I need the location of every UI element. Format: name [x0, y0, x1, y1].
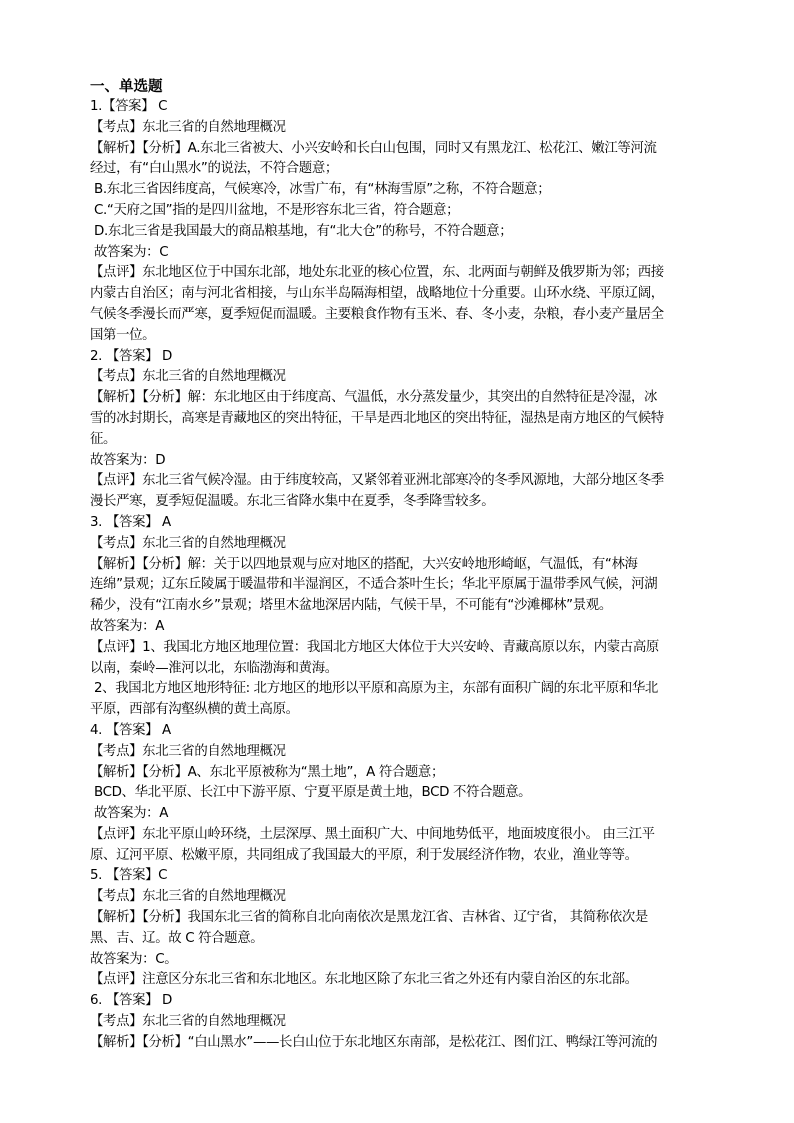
text-line: 国第一位。: [90, 327, 156, 343]
text-line: 【考点】东北三省的自然地理概况: [90, 119, 286, 135]
text-line: 【解析】【分析】解：东北地区由于纬度高、气温低，水分蒸发量少，其突出的自然特征是冷湿，冰: [90, 390, 658, 406]
text-line: 2. 【答案】 D: [90, 348, 173, 364]
text-line: 2、我国北方地区地形特征: 北方地区的地形以平原和高原为主，东部有面积广阔的东北平原和华北: [94, 681, 658, 697]
text-line: 【点评】东北平原山岭环绕，土层深厚、黑土面积广大、中间地势低平，地面坡度很小。 由三江平: [90, 826, 655, 842]
text-line: 故答案为：A: [90, 618, 165, 634]
text-line: B.东北三省因纬度高，气候寒冷，冰雪广布，有“林海雪原”之称，不符合题意；: [94, 182, 551, 198]
text-line: 原、辽河平原、松嫩平原，共同组成了我国最大的平原，利于发展经济作物，农业，渔业等等。: [90, 847, 638, 863]
text-line: 【解析】【分析】我国东北三省的简称自北向南依次是黑龙江省、吉林省、辽宁省， 其简称依次是: [90, 910, 648, 926]
text-line: 【考点】东北三省的自然地理概况: [90, 743, 286, 759]
text-line: 1.【答案】 C: [90, 99, 168, 114]
text-line: 【点评】东北三省气候冷湿。由于纬度较高，又紧邻着亚洲北部寒冷的冬季风源地，大部分地区冬季: [90, 473, 664, 489]
text-line: 【考点】东北三省的自然地理概况: [90, 889, 286, 905]
text-line: C.“天府之国”指的是四川盆地，不是形容东北三省，符合题意；: [94, 202, 460, 218]
answer-key-content: [90, 77, 706, 1054]
text-line: 故答案为：C: [94, 244, 169, 260]
text-line: 4. 【答案】 A: [90, 722, 171, 738]
text-line: 【考点】东北三省的自然地理概况: [90, 1014, 286, 1030]
text-line: 稀少，没有“江南水乡”景观；塔里木盆地深居内陆，气候干旱，不可能有“沙滩椰林”景观。: [90, 598, 612, 614]
text-line: 平原，西部有沟壑纵横的黄土高原。: [90, 702, 299, 718]
text-line: 5. 【答案】C: [90, 868, 168, 884]
text-line: 【点评】注意区分东北三省和东北地区。东北地区除了东北三省之外还有内蒙自治区的东北部。: [90, 972, 638, 988]
section-title: 一、单选题: [90, 79, 163, 95]
text-line: D.东北三省是我国最大的商品粮基地，有“北大仓”的称号，不符合题意；: [94, 223, 513, 239]
text-line: 气候冬季漫长而严寒，夏季短促而温暖。主要粮食作物有玉米、春、冬小麦，杂粮，春小麦产量居全: [90, 306, 664, 322]
text-line: 【解析】【分析】A、东北平原被称为“黑土地”，A 符合题意；: [90, 764, 445, 780]
text-line: 连绵”景观；辽东丘陵属于暖温带和半湿润区，不适合茶叶生长；华北平原属于温带季风气候，河湖: [90, 577, 658, 593]
text-line: 6. 【答案】 D: [90, 993, 173, 1009]
text-line: 【考点】东北三省的自然地理概况: [90, 369, 286, 385]
text-line: 故答案为：D: [90, 452, 166, 468]
text-line: 征。: [90, 431, 117, 447]
text-line: 内蒙古自治区；南与河北省相接，与山东半岛隔海相望，战略地位十分重要。山环水绕、平原辽阔，: [90, 286, 664, 302]
text-line: 经过，有“白山黑水”的说法，不符合题意；: [90, 161, 338, 177]
text-line: 以南，秦岭—淮河以北，东临渤海和黄海。: [90, 660, 338, 676]
text-line: 故答案为：A: [94, 806, 169, 822]
text-line: 【点评】1、我国北方地区地理位置：我国北方地区大体位于大兴安岭、青藏高原以东，内蒙古高原: [90, 639, 659, 655]
text-line: 漫长严寒，夏季短促温暖。东北三省降水集中在夏季，冬季降雪较多。: [90, 494, 495, 510]
text-line: 雪的冰封期长，高寒是青藏地区的突出特征，干旱是西北地区的突出特征，湿热是南方地区的气候特: [90, 410, 664, 426]
text-line: 【解析】【分析】“白山黑水”——长白山位于东北地区东南部，是松花江、图们江、鸭绿江等河流的: [90, 1034, 658, 1050]
text-line: 【考点】东北三省的自然地理概况: [90, 535, 286, 551]
text-line: 【解析】【分析】解：关于以四地景观与应对地区的搭配，大兴安岭地形崎岖，气温低，有“林海: [90, 556, 638, 572]
text-line: 故答案为：C。: [90, 951, 178, 967]
answer-lines: [90, 97, 706, 1054]
text-line: 黑、吉、辽。故 C 符合题意。: [90, 930, 264, 946]
text-line: 【点评】东北地区位于中国东北部，地处东北亚的核心位置，东、北两面与朝鲜及俄罗斯为邻；西接: [90, 265, 664, 281]
text-line: 【解析】【分析】A.东北三省被大、小兴安岭和长白山包围，同时又有黑龙江、松花江、嫩江等河流: [90, 140, 657, 156]
text-line: 3. 【答案】 A: [90, 514, 171, 530]
text-line: BCD、华北平原、长江中下游平原、宁夏平原是黄土地，BCD 不符合题意。: [94, 785, 532, 801]
